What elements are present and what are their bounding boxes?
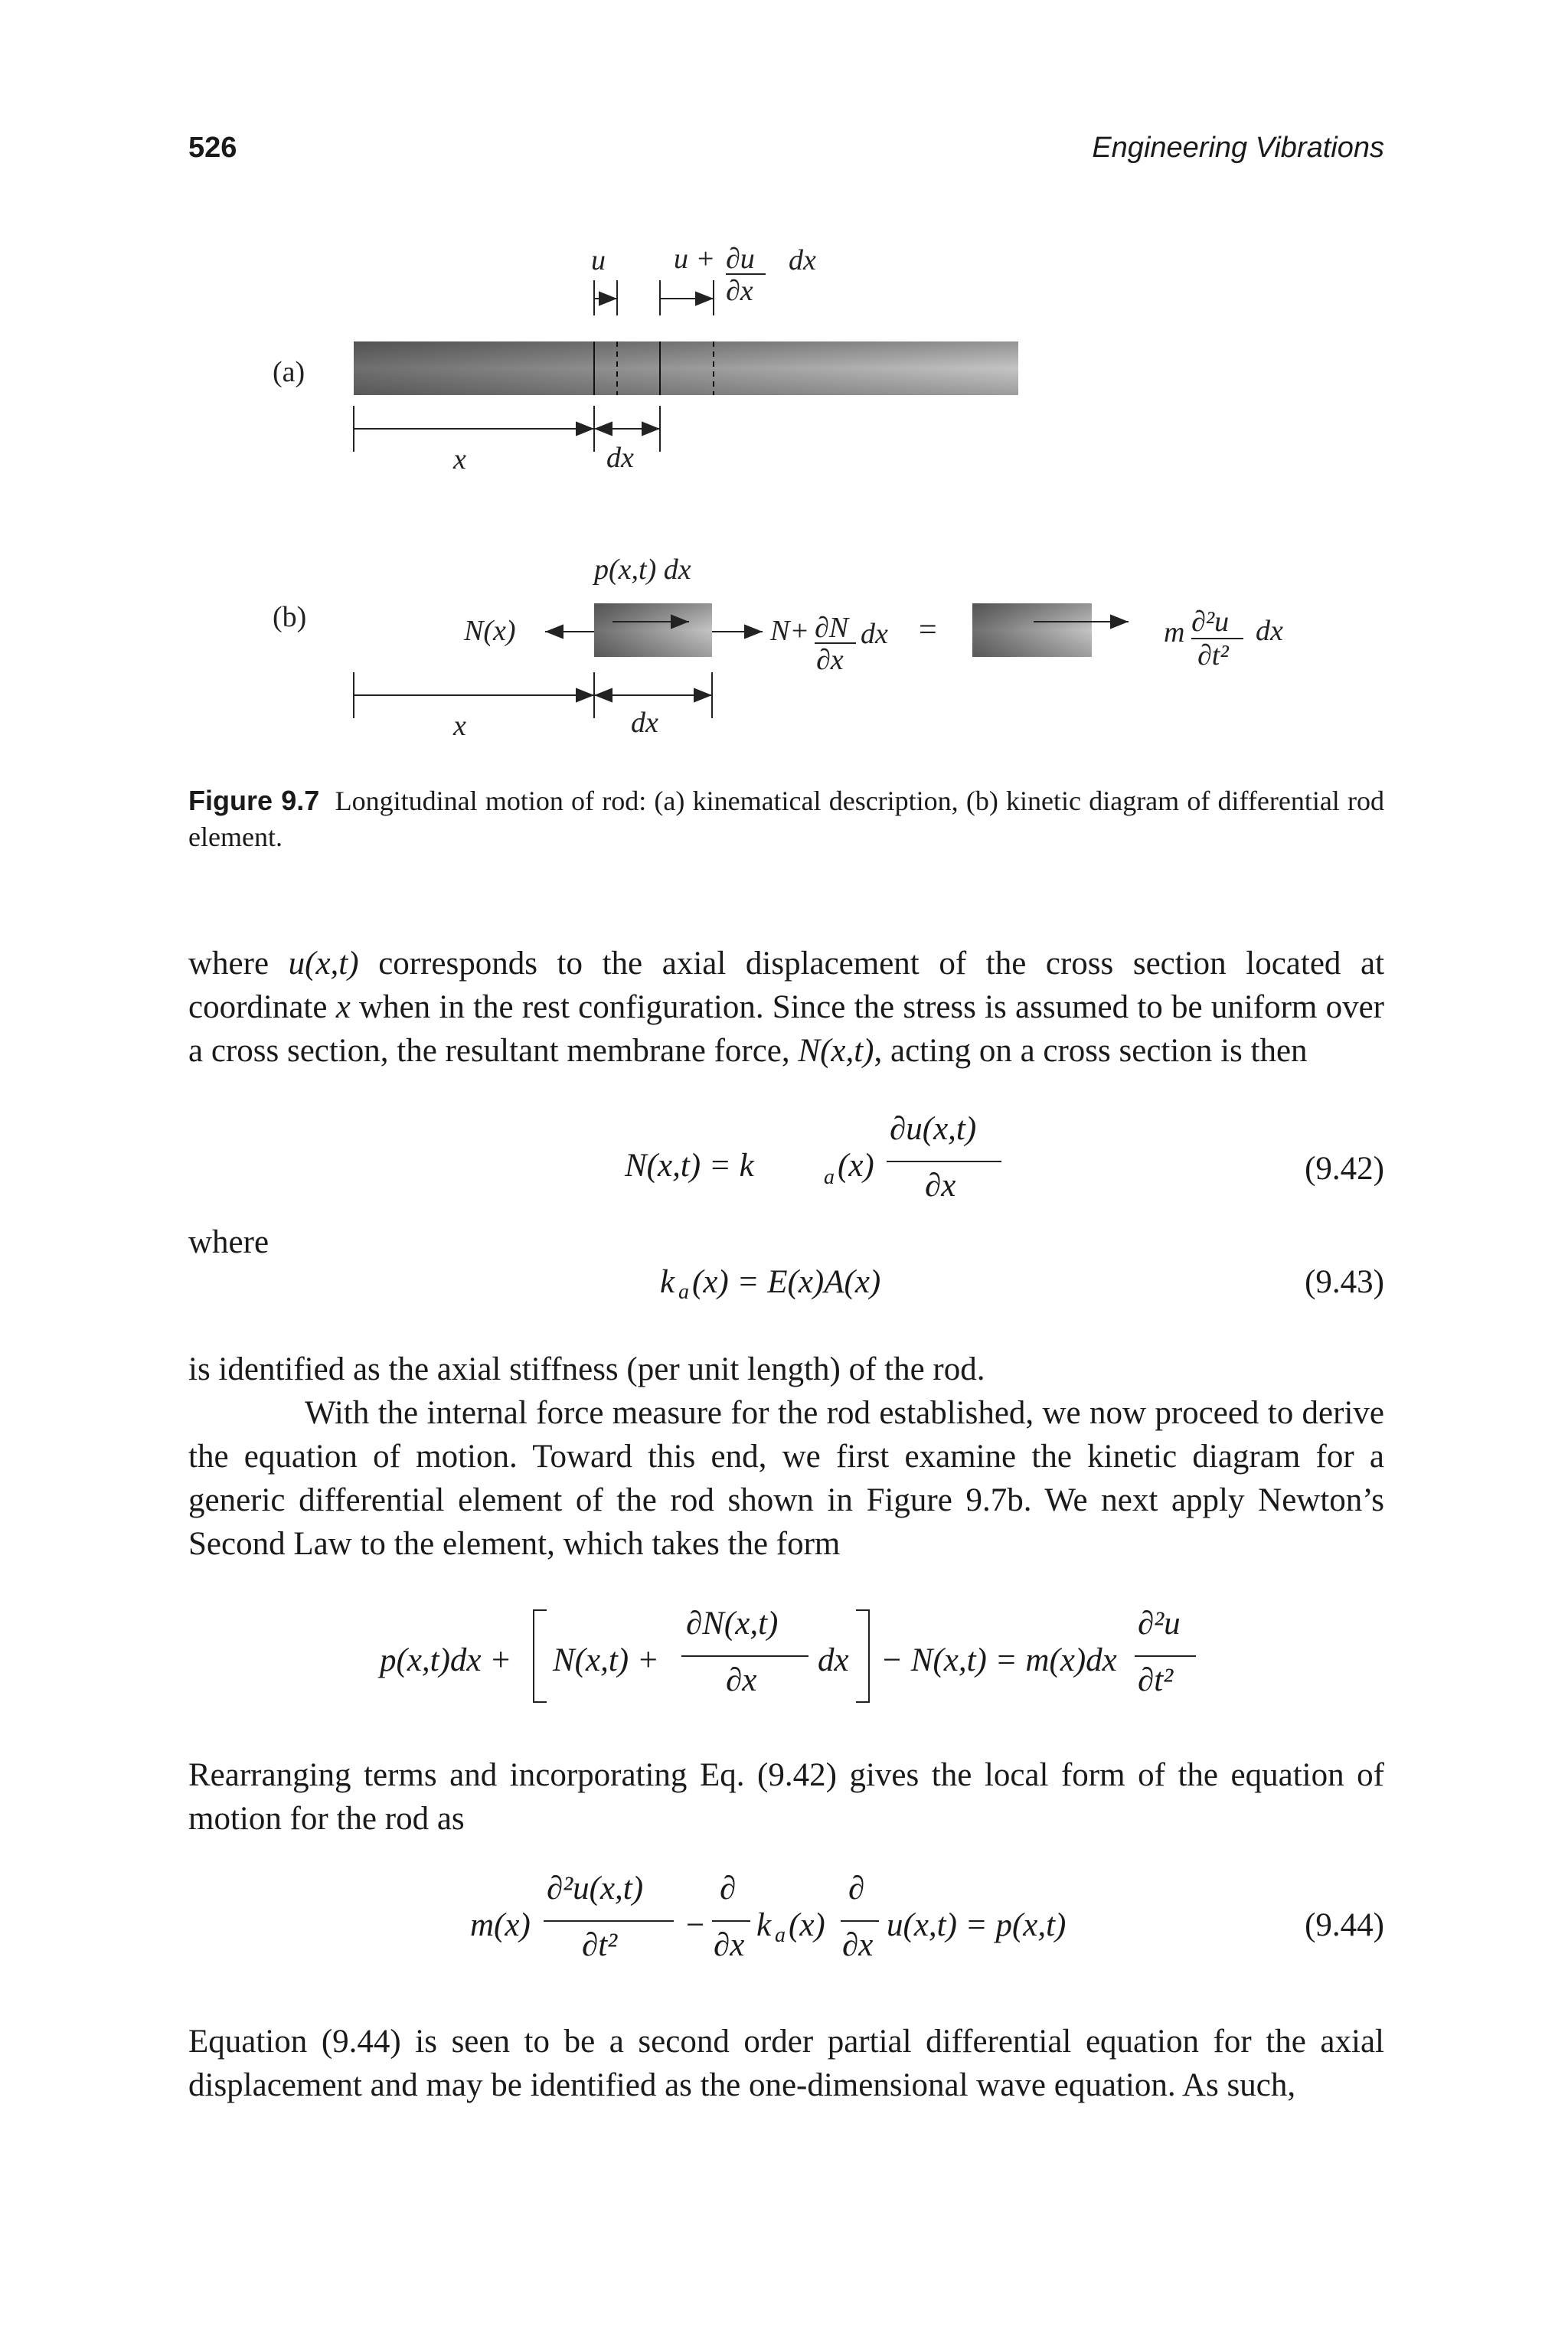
eq944-sub: a [775, 1923, 786, 1947]
paragraph-3: is identified as the axial stiffness (per unit length) of the rod. [188, 1351, 985, 1387]
eq942-den: ∂x [925, 1168, 956, 1204]
equation-newton [380, 1599, 1222, 1721]
eqN-num: ∂N(x,t) [686, 1606, 779, 1642]
equals-sign: = [919, 613, 937, 648]
panel-b-label: (b) [273, 601, 307, 633]
eq944-num2: ∂ [720, 1870, 737, 1906]
page-number: 526 [188, 132, 237, 164]
equation-number-9-43: (9.43) [1305, 1264, 1384, 1300]
paragraph-2: where [188, 1224, 270, 1260]
figure-caption [188, 782, 1384, 855]
label-dx-mul: dx [789, 244, 816, 276]
label-du: ∂u [726, 243, 755, 275]
p1-math-N: N(x,t) [798, 1033, 874, 1069]
rod-diagram [0, 230, 1568, 781]
panel-a-label: (a) [273, 356, 305, 388]
label-dN-den: ∂x [816, 644, 844, 676]
eq944-rhs: u(x,t) = p(x,t) [887, 1907, 1067, 1943]
paragraph-6: Equation (9.44) is seen to be a second order partial differential equation for the axial displacement and may be identified as the one-dimensional wave equation. As such, [188, 2024, 1384, 2103]
eqN-den: ∂x [726, 1662, 757, 1698]
p1-math-u: u(x,t) [288, 946, 359, 982]
eqN-d: − N(x,t) = m(x)dx [880, 1642, 1117, 1678]
eqN-b: N(x,t) + [553, 1642, 659, 1678]
p1-math-x: x [335, 989, 351, 1025]
label-m: m [1164, 616, 1185, 649]
eqN-c: dx [818, 1642, 849, 1678]
eqN-den2: ∂t² [1138, 1662, 1174, 1698]
p1-text-c: when in the rest configuration. Since the stress is assumed to be uniform over a cross section, the resultant membrane force, [188, 989, 1384, 1069]
label-dN-dx: dx [861, 618, 888, 650]
label-N-left: N(x) [464, 615, 516, 647]
caption-label: Figure 9.7 [188, 785, 320, 816]
label-dx-a: dx [606, 442, 634, 474]
p1-text-b: corresponds to the axial displacement of the cross section located at coordinate [188, 946, 1385, 1025]
eqN-num2: ∂²u [1138, 1606, 1181, 1642]
page-header [188, 132, 1384, 170]
p1-text-a: where [188, 946, 270, 982]
eq944-den3: ∂x [842, 1927, 874, 1963]
label-d2u: ∂²u [1191, 606, 1230, 638]
eq944-minus: − [686, 1907, 705, 1943]
paragraph-5: Rearranging terms and incorporating Eq. (9.42) gives the local form of the equation of motion for the rod as [188, 1757, 1384, 1837]
eq943-k: k [660, 1264, 675, 1300]
eq944-den1: ∂t² [582, 1927, 618, 1963]
eq944-den2: ∂x [714, 1927, 745, 1963]
label-inertia-dx: dx [1256, 615, 1283, 647]
paragraph-1 [188, 942, 1384, 1073]
paragraph-4: With the internal force measure for the rod established, we now proceed to derive the equation of motion. Toward this end, we first examine the kinetic diagram for a generic differential element of the rod shown in Figure 9.7b. We next apply Newton’s Second Law to the element, which takes the form [188, 1395, 1384, 1562]
label-dt2: ∂t² [1197, 639, 1229, 671]
label-u: u [591, 244, 606, 276]
eq944-k: k [756, 1907, 772, 1943]
label-dx-den: ∂x [726, 275, 753, 307]
eq943-rest: (x) = E(x)A(x) [692, 1264, 881, 1300]
eq942-mid: (x) [838, 1148, 874, 1184]
figure-9-7 [0, 230, 1568, 781]
label-u-plus: u + [674, 243, 716, 275]
eq943-sub: a [678, 1280, 689, 1304]
right-bracket [856, 1609, 870, 1703]
eq942-num: ∂u(x,t) [890, 1111, 977, 1147]
label-N-right: N+ [770, 615, 809, 647]
eq944-kx: (x) [789, 1907, 825, 1943]
eq944-num3: ∂ [848, 1870, 865, 1906]
eq942-sub: a [824, 1165, 835, 1189]
eqN-a: p(x,t)dx + [380, 1642, 512, 1678]
eq944-m: m(x) [470, 1907, 531, 1943]
label-distributed-load: p(x,t) dx [594, 554, 691, 586]
label-x-a: x [453, 443, 466, 475]
eq944-num1: ∂²u(x,t) [547, 1870, 644, 1906]
running-title: Engineering Vibrations [1092, 132, 1384, 164]
equation-number-9-44: (9.44) [1305, 1907, 1384, 1943]
equation-9-44 [470, 1867, 1129, 1974]
label-dN: ∂N [815, 612, 849, 644]
eq942-lhs: N(x,t) = k [625, 1148, 754, 1184]
caption-text: Longitudinal motion of rod: (a) kinematical description, (b) kinetic diagram of differential rod element. [188, 786, 1384, 852]
p1-text-d: , acting on a cross section is then [874, 1033, 1308, 1069]
equation-9-43 [660, 1263, 966, 1309]
label-dx-b: dx [631, 707, 658, 739]
equation-number-9-42: (9.42) [1305, 1151, 1384, 1187]
equation-9-42 [625, 1110, 977, 1210]
left-bracket [533, 1609, 547, 1703]
label-x-b: x [453, 710, 466, 742]
